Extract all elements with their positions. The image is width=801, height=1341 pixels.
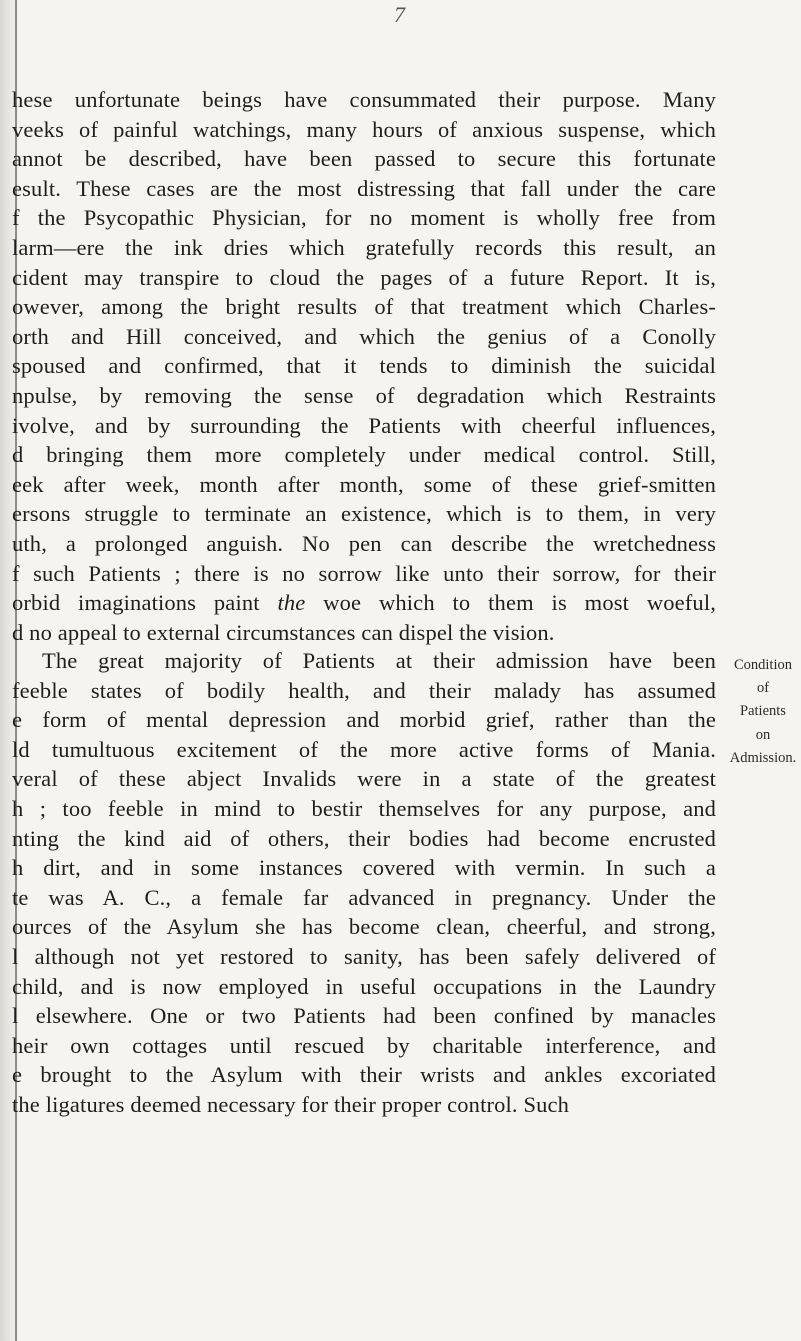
text-line: cident may transpire to cloud the pages of a future Report. It is, bbox=[12, 264, 716, 290]
margin-note-condition bbox=[727, 654, 799, 770]
text-line: te was A. C., a female far advanced in pregnancy. Under the bbox=[12, 884, 716, 910]
text-line: veeks of painful watchings, many hours of anxious suspense, which bbox=[12, 116, 716, 142]
text-line: owever, among the bright results of that treatment which Charles- bbox=[12, 294, 716, 320]
text-line: heir own cottages until rescued by charitable interference, and bbox=[12, 1032, 716, 1058]
margin-note-line: Admission. bbox=[729, 749, 797, 766]
margin-note-line: of bbox=[756, 680, 770, 697]
text-line: f such Patients ; there is no sorrow like unto their sorrow, for their bbox=[12, 560, 716, 586]
text-line: child, and is now employed in useful occupations in the Laundry bbox=[12, 973, 716, 999]
text-line: ersons struggle to terminate an existence, which is to them, in very bbox=[12, 501, 716, 527]
margin-note-line: on bbox=[755, 726, 771, 743]
text-line: spoused and confirmed, that it tends to diminish the suicidal bbox=[12, 353, 716, 379]
text-line: larm—ere the ink dries which gratefully records this result, an bbox=[12, 234, 716, 260]
text-line: h dirt, and in some instances covered with vermin. In such a bbox=[12, 855, 716, 881]
text-line: hese unfortunate beings have consummated their purpose. Many bbox=[12, 87, 716, 112]
text-line: eek after week, month after month, some of these grief-smitten bbox=[12, 471, 716, 497]
text-line: nting the kind aid of others, their bodies had become encrusted bbox=[12, 825, 716, 851]
text-line: annot be described, have been passed to secure this fortunate bbox=[12, 146, 716, 172]
text-line: orbid imaginations paint the woe which to them is most woeful, bbox=[12, 590, 717, 616]
text-line: h ; too feeble in mind to bestir themselves for any purpose, and bbox=[12, 795, 716, 821]
paragraph-condition-on-admission bbox=[12, 646, 716, 1120]
margin-note-line: Condition bbox=[733, 657, 792, 673]
text-line: e form of mental depression and morbid grief, rather than the bbox=[12, 707, 716, 733]
text-line: l although not yet restored to sanity, has been safely delivered of bbox=[12, 943, 716, 969]
text-line: feeble states of bodily health, and their malady has assumed bbox=[12, 677, 716, 703]
text-line: orth and Hill conceived, and which the genius of a Conolly bbox=[12, 323, 716, 349]
text-line: d no appeal to external circumstances can dispel the vision. bbox=[12, 619, 555, 645]
text-line: npulse, by removing the sense of degradation which Restraints bbox=[12, 382, 716, 408]
text-line: uth, a prolonged anguish. No pen can describe the wretchedness bbox=[12, 530, 716, 556]
margin-note-line: Patients bbox=[740, 703, 786, 720]
page-number: 7 bbox=[394, 2, 405, 27]
text-line: veral of these abject Invalids were in a state of the greatest bbox=[12, 766, 716, 792]
text-line: The great majority of Patients at their admission have been bbox=[42, 648, 716, 673]
text-line: l elsewhere. One or two Patients had been confined by manacles bbox=[12, 1003, 716, 1029]
text-line: d bringing them more completely under medical control. Still, bbox=[12, 442, 716, 468]
paragraph-suicidal-patients bbox=[12, 85, 716, 647]
text-line: ld tumultuous excitement of the more active forms of Mania. bbox=[12, 736, 716, 762]
text-line: the ligatures deemed necessary for their proper control. Such bbox=[12, 1091, 570, 1117]
text-line: ivolve, and by surrounding the Patients with cheerful influences, bbox=[12, 412, 716, 438]
text-line: f the Psycopathic Physician, for no moment is wholly free from bbox=[12, 205, 716, 231]
text-line: esult. These cases are the most distressing that fall under the care bbox=[12, 175, 716, 201]
text-line: e brought to the Asylum with their wrists and ankles excoriated bbox=[12, 1062, 716, 1088]
text-line: ources of the Asylum she has become clean, cheerful, and strong, bbox=[12, 914, 716, 940]
